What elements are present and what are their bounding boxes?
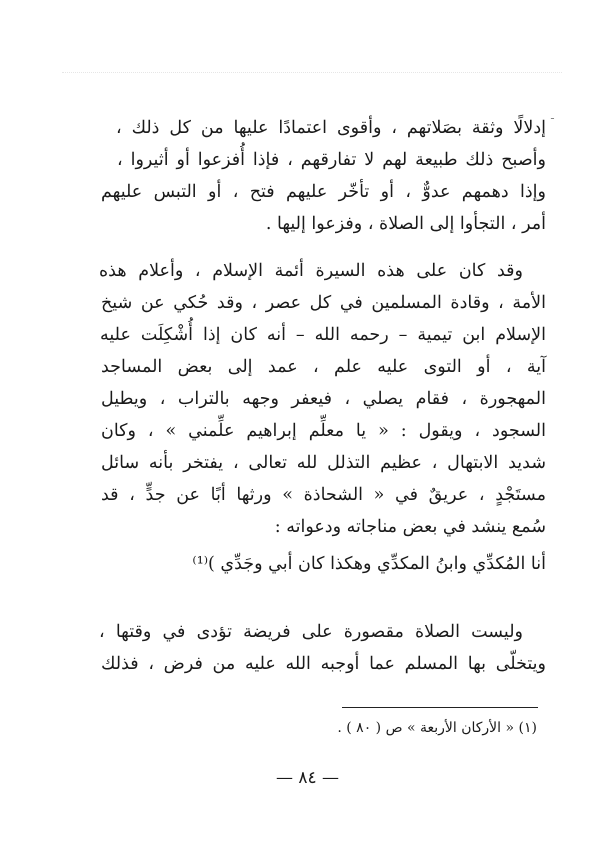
footnote-separator [342, 707, 538, 708]
text-line-6: الأمة ، وقادة المسلمين في كل عصر ، وقد حُكي عن شيخ [101, 293, 546, 313]
text-line-14: وليست الصلاة مقصورة على فريضة تؤدى في وقتها ، [99, 622, 523, 642]
text-line-11: شديد الابتهال ، عظيم التذلل لله تعالى ، يفتخر بأنه سائل [101, 453, 546, 473]
footnote: (١) « الأركان الأربعة » ص ( ٨٠ ) . [337, 720, 537, 736]
corner-mark: ـ [551, 111, 554, 122]
verse-line: أنا المُكدِّي وابنُ المكدِّي وهكذا كان أبي وجَدِّي )⁽¹⁾ [192, 554, 546, 574]
text-line-15: ويتخلّى بها المسلم عما أوجبه الله عليه من فرض ، فذلك [101, 654, 546, 674]
text-line-2: وأصبح ذلك طبيعة لهم لا تفارقهم ، فإذا أُفزعوا أو أثيروا ، [117, 150, 546, 170]
top-dotted-rule [62, 72, 562, 73]
text-line-13: سُمع ينشد في بعض مناجاته ودعواته : [274, 517, 546, 537]
text-line-1: إدلالًا وثقة بصَلاتهم ، وأقوى اعتمادًا عليها من كل ذلك ، [116, 118, 546, 138]
text-line-12: مستَجْدٍ ، عريقٌ في « الشحاذة » ورثها أبًا عن جدٍّ ، قد [101, 485, 546, 505]
text-line-4: أمر ، التجأوا إلى الصلاة ، وفزعوا إليها . [265, 214, 546, 234]
text-line-7: الإسلام ابن تيمية – رحمه الله – أنه كان إذا أُشْكِلَت عليه [100, 325, 546, 345]
text-line-9: المهجورة ، فقام يصلي ، فيعفر وجهه بالتراب ، ويطيل [101, 389, 546, 409]
text-line-5: وقد كان على هذه السيرة أئمة الإسلام ، وأعلام هذه [99, 261, 523, 281]
text-line-10: السجود ، ويقول : « يا معلِّم إبراهيم علِّمني » ، وكان [101, 421, 546, 441]
page-number: — ٨٤ — [275, 768, 340, 788]
text-line-3: وإذا دهمهم عدوٌّ ، أو تأخّر عليهم فتح ، أو التبس عليهم [101, 182, 546, 202]
text-line-8: آية ، أو التوى عليه علم ، عمد إلى بعض المساجد [101, 357, 546, 377]
